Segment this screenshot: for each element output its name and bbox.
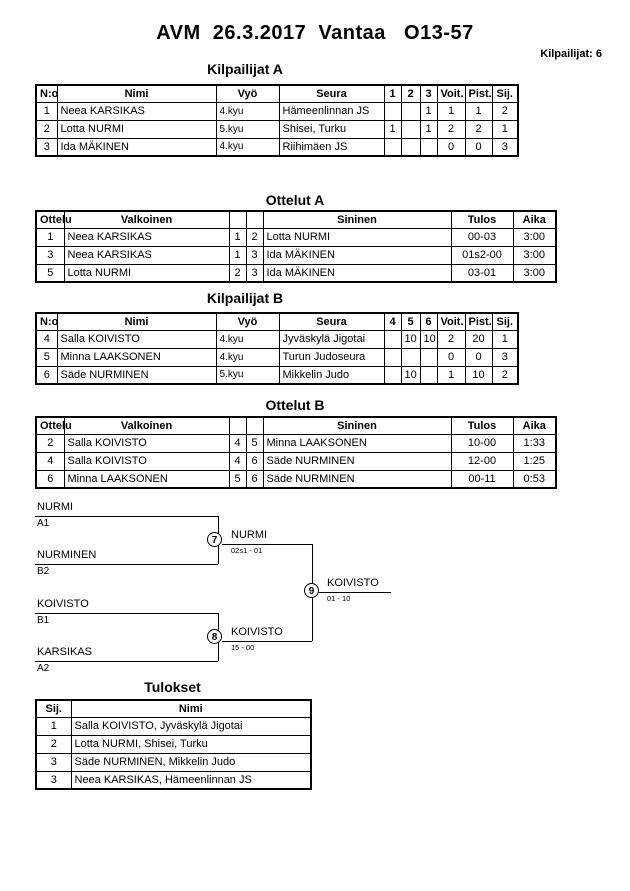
name-cell: Säde NURMINEN, Mikkelin Judo [71,753,311,771]
blue-no-cell: 3 [246,246,263,264]
blue-name-cell: Lotta NURMI [263,228,451,246]
club-cell: Hämeenlinnan JS [279,102,384,120]
place-cell: 1 [492,330,518,348]
col-header-place: Sij. [492,85,518,102]
no-cell: 5 [36,348,57,366]
white-name-cell: Neea KARSIKAS [64,228,229,246]
matches-b-header-row [36,417,556,434]
no-cell: 4 [36,330,57,348]
m1-cell [384,138,401,156]
col-header-blank [246,417,263,434]
col-header-name: Nimi [57,313,216,330]
col-header-blank [229,417,246,434]
place-cell: 1 [36,717,71,735]
name-cell: Neea KARSIKAS [57,102,216,120]
time-cell: 1:25 [513,452,556,470]
no-cell: 3 [36,138,57,156]
m2-cell [401,120,420,138]
blue-name-cell: Ida MÄKINEN [263,246,451,264]
no-cell: 6 [36,366,57,384]
white-no-cell: 5 [229,470,246,488]
belt-cell: 4.kyu [216,102,279,120]
place-cell: 2 [492,366,518,384]
match-no-cell: 6 [36,470,64,488]
m2-cell [401,348,420,366]
bracket-slot-seed: B1 [37,615,50,626]
result-cell: 01s2-00 [451,246,513,264]
pool-b-table [35,312,519,385]
results-title: Tulokset [144,679,201,695]
belt-cell: 5.kyu [216,120,279,138]
match-score-label: 15 - 00 [231,643,255,652]
bracket-line [222,641,312,642]
time-cell: 3:00 [513,246,556,264]
bracket-slot-name: NURMI [37,501,74,513]
m1-cell: 1 [384,120,401,138]
col-header-m3: 6 [420,313,437,330]
col-header-points: Pist. [465,85,492,102]
matches-a-row-3 [36,264,556,282]
result-cell: 10-00 [451,434,513,452]
place-cell: 3 [492,138,518,156]
result-cell: 03-01 [451,264,513,282]
match-score-label: 02s1 - 01 [231,546,263,555]
blue-no-cell: 3 [246,264,263,282]
club-cell: Jyväskylä Jigotai [279,330,384,348]
bracket-slot-name: NURMINEN [37,549,97,561]
name-cell: Salla KOIVISTO, Jyväskylä Jigotai [71,717,311,735]
pool-b-row-1 [36,330,518,348]
m1-cell [384,348,401,366]
belt-cell: 4.kyu [216,138,279,156]
white-no-cell: 1 [229,246,246,264]
m1-cell [384,330,401,348]
matches-a-row-2 [36,246,556,264]
belt-cell: 4.kyu [216,348,279,366]
bracket-slot-seed: A2 [37,663,50,674]
m3-cell: 10 [420,330,437,348]
col-header-points: Pist. [465,313,492,330]
wins-cell: 2 [437,330,465,348]
match-winner-label: KOIVISTO [327,577,379,589]
col-header-time: Aika [513,417,556,434]
m1-cell [384,366,401,384]
time-cell: 0:53 [513,470,556,488]
no-cell: 2 [36,120,57,138]
wins-cell: 2 [437,120,465,138]
pool-a-header-row [36,85,518,102]
name-cell: Lotta NURMI, Shisei, Turku [71,735,311,753]
place-cell: 3 [36,753,71,771]
result-cell: 00-03 [451,228,513,246]
match-winner-label: NURMI [231,529,268,541]
place-cell: 3 [492,348,518,366]
match-score-label: 01 - 10 [327,594,351,603]
col-header-m3: 3 [420,85,437,102]
col-header-time: Aika [513,211,556,228]
white-no-cell: 1 [229,228,246,246]
name-cell: Neea KARSIKAS, Hämeenlinnan JS [71,771,311,789]
wins-cell: 1 [437,366,465,384]
col-header-name: Nimi [57,85,216,102]
col-header-m1: 1 [384,85,401,102]
points-cell: 20 [465,330,492,348]
points-cell: 0 [465,348,492,366]
col-header-no: N:o [36,313,57,330]
col-header-white: Valkoinen [64,211,229,228]
col-header-wins: Voit. [437,85,465,102]
club-cell: Shisei, Turku [279,120,384,138]
blue-no-cell: 2 [246,228,263,246]
bracket-slot-seed: A1 [37,518,50,529]
matches-b-row-1 [36,434,556,452]
m2-cell: 10 [401,366,420,384]
results-row-4 [36,771,311,789]
blue-no-cell: 5 [246,434,263,452]
match-number-badge: 7 [207,532,222,547]
white-no-cell: 2 [229,264,246,282]
match-winner-label: KOIVISTO [231,626,283,638]
matches-b-row-2 [36,452,556,470]
place-cell: 2 [492,102,518,120]
bracket-slot-seed: B2 [37,566,50,577]
pool-b-row-2 [36,348,518,366]
m3-cell: 1 [420,102,437,120]
blue-name-cell: Ida MÄKINEN [263,264,451,282]
col-header-place: Sij. [492,313,518,330]
m3-cell [420,348,437,366]
club-cell: Mikkelin Judo [279,366,384,384]
bracket-slot-name: KOIVISTO [37,598,89,610]
points-cell: 1 [465,102,492,120]
bracket-line [35,661,218,662]
pool-a-row-2 [36,120,518,138]
col-header-blank [229,211,246,228]
match-number-badge: 8 [207,629,222,644]
matches-b-title: Ottelut B [265,397,325,413]
col-header-belt: Vyö [216,313,279,330]
col-header-blank [246,211,263,228]
col-header-club: Seura [279,85,384,102]
wins-cell: 0 [437,348,465,366]
white-name-cell: Neea KARSIKAS [64,246,229,264]
name-cell: Säde NURMINEN [57,366,216,384]
place-cell: 3 [36,771,71,789]
col-header-result: Tulos [451,211,513,228]
col-header-name: Nimi [71,700,311,717]
pool-b-row-3 [36,366,518,384]
m3-cell: 1 [420,120,437,138]
col-header-m2: 2 [401,85,420,102]
club-cell: Turun Judoseura [279,348,384,366]
name-cell: Salla KOIVISTO [57,330,216,348]
col-header-no: N:o [36,85,57,102]
results-row-2 [36,735,311,753]
results-table [35,699,312,790]
blue-no-cell: 6 [246,452,263,470]
club-cell: Riihimäen JS [279,138,384,156]
pool-a-row-3 [36,138,518,156]
match-no-cell: 3 [36,246,64,264]
col-header-match: Ottelu [36,211,64,228]
white-name-cell: Minna LAAKSONEN [64,470,229,488]
no-cell: 1 [36,102,57,120]
matches-a-row-1 [36,228,556,246]
pool-b-title: Kilpailijat B [206,290,284,306]
name-cell: Lotta NURMI [57,120,216,138]
name-cell: Ida MÄKINEN [57,138,216,156]
name-cell: Minna LAAKSONEN [57,348,216,366]
col-header-m1: 4 [384,313,401,330]
bracket-line [35,613,218,614]
points-cell: 0 [465,138,492,156]
place-cell: 2 [36,735,71,753]
m2-cell [401,102,420,120]
wins-cell: 0 [437,138,465,156]
bracket-line [35,564,218,565]
m3-cell [420,138,437,156]
white-name-cell: Salla KOIVISTO [64,452,229,470]
match-no-cell: 4 [36,452,64,470]
pool-a-row-1 [36,102,518,120]
blue-name-cell: Minna LAAKSONEN [263,434,451,452]
col-header-blue: Sininen [263,417,451,434]
pool-a-table [35,84,519,157]
bracket-line [35,516,218,517]
time-cell: 3:00 [513,228,556,246]
place-cell: 1 [492,120,518,138]
col-header-white: Valkoinen [64,417,229,434]
matches-b-table [35,416,557,489]
m3-cell [420,366,437,384]
pool-b-header-row [36,313,518,330]
wins-cell: 1 [437,102,465,120]
time-cell: 3:00 [513,264,556,282]
blue-no-cell: 6 [246,470,263,488]
pool-a-title: Kilpailijat A [207,61,283,77]
white-name-cell: Salla KOIVISTO [64,434,229,452]
results-header-row [36,700,311,717]
result-cell: 12-00 [451,452,513,470]
match-no-cell: 2 [36,434,64,452]
bracket-line [222,544,312,545]
bracket-slot-name: KARSIKAS [37,646,93,658]
results-row-1 [36,717,311,735]
belt-cell: 4.kyu [216,330,279,348]
m2-cell: 10 [401,330,420,348]
m2-cell [401,138,420,156]
col-header-club: Seura [279,313,384,330]
white-name-cell: Lotta NURMI [64,264,229,282]
col-header-belt: Vyö [216,85,279,102]
match-no-cell: 5 [36,264,64,282]
page-title: AVM 26.3.2017 Vantaa O13-57 [156,22,474,44]
col-header-wins: Voit. [437,313,465,330]
belt-cell: 5.kyu [216,366,279,384]
white-no-cell: 4 [229,434,246,452]
competitor-count-label: Kilpailijat: 6 [540,48,602,60]
matches-a-title: Ottelut A [265,192,325,208]
matches-a-table [35,210,557,283]
bracket-line [319,592,391,593]
matches-a-header-row [36,211,556,228]
col-header-m2: 5 [401,313,420,330]
matches-b-row-3 [36,470,556,488]
points-cell: 2 [465,120,492,138]
col-header-result: Tulos [451,417,513,434]
time-cell: 1:33 [513,434,556,452]
col-header-place: Sij. [36,700,71,717]
white-no-cell: 4 [229,452,246,470]
blue-name-cell: Säde NURMINEN [263,470,451,488]
points-cell: 10 [465,366,492,384]
col-header-blue: Sininen [263,211,451,228]
col-header-match: Ottelu [36,417,64,434]
match-number-badge: 9 [304,583,319,598]
m1-cell [384,102,401,120]
result-cell: 00-11 [451,470,513,488]
blue-name-cell: Säde NURMINEN [263,452,451,470]
results-row-3 [36,753,311,771]
match-no-cell: 1 [36,228,64,246]
